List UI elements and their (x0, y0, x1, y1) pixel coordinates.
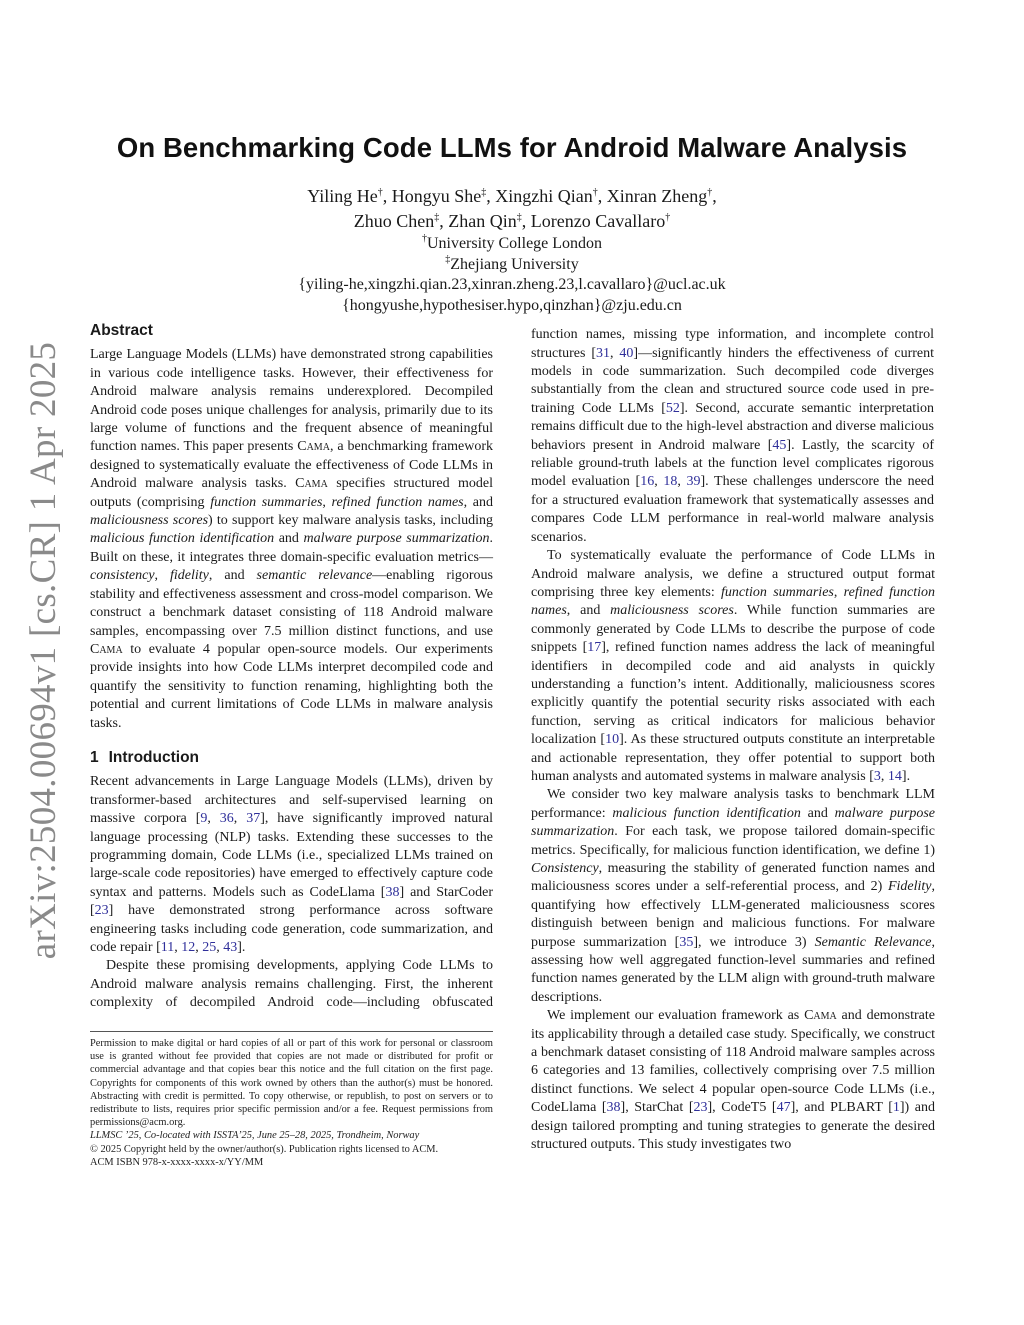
citation-link[interactable]: 36 (219, 811, 234, 827)
abstract-heading: Abstract (90, 322, 153, 339)
intro-paragraph-3: To systematically evaluate the performance of Code LLMs in Android malware analysis, we define a structured output format comprising three key elements: function summaries, refined function names, and maliciousness scores. While function summaries are commonly generated by Code LLMs to describe the purpose of code snippets [17], refined function names address the lack of meaningful identifiers in decompiled code and aid analysts in quickly understanding a function’s intent. Additionally, maliciousness scores explicitly quantify the potential security risks associated with each function, serving as critical indicators for malicious behavior localization [10]. As these structured outputs constitute an interpretable and actionable representation, they offer potential to support both human analysts and automated systems in malware analysis [3, 14]. (531, 548, 935, 784)
citation-link[interactable]: 10 (605, 732, 620, 748)
email-zju: {hongyushe,hypothesiser.hypo,qinzhan}@zju.edu.cn (342, 296, 682, 314)
introduction-heading (90, 749, 493, 767)
author-name: Zhan Qin (448, 211, 517, 231)
author-name: Yiling He (307, 186, 378, 206)
affiliation-ucl: †University College London (421, 233, 603, 252)
citation-link[interactable]: 45 (772, 437, 787, 453)
arxiv-side-stamp (14, 341, 74, 959)
author-line-2: Zhuo Chen‡, Zhan Qin‡, Lorenzo Cavallaro† (353, 211, 671, 231)
citation-link[interactable]: 39 (686, 474, 701, 490)
author-block (0, 184, 1024, 316)
citation-link[interactable]: 35 (679, 934, 694, 950)
citation-link[interactable]: 18 (663, 474, 678, 490)
left-column (90, 322, 493, 1012)
venue-line: LLMSC ’25, Co-located with ISSTA’25, June 25–28, 2025, Trondheim, Norway (90, 1130, 420, 1142)
citation-link[interactable]: 16 (640, 474, 655, 490)
intro-paragraph-1: Recent advancements in Large Language Models (LLMs), driven by transformer-based architectures and self-supervised learning on massive corpora [9, 36, 37], have significantly improved natural language processing (NLP) tasks. Extending these successes to the programming domain, Code LLMs (i.e., specialized LLMs trained on large-scale code repositories) have emerged to effectively capture code syntax and patterns. Models such as CodeLlama [38] and StarCoder [23] have demonstrated strong performance across software engineering tasks including code generation, code summarization, and code repair [11, 12, 25, 43]. (90, 774, 493, 955)
citation-link[interactable]: 3 (873, 768, 881, 784)
citation-link[interactable]: 43 (223, 940, 238, 955)
paper-title: On Benchmarking Code LLMs for Android Malware Analysis (116, 132, 908, 163)
citation-link[interactable]: 31 (596, 345, 610, 361)
author-name: Xinran Zheng (606, 186, 708, 206)
email-ucl: {yiling-he,xingzhi.qian.23,xinran.zheng.23,l.cavallaro}@ucl.ac.uk (298, 276, 726, 293)
author-name: Hongyu She (391, 186, 482, 206)
citation-link[interactable]: 9 (200, 811, 208, 827)
citation-link[interactable]: 11 (160, 940, 175, 955)
author-name: Zhuo Chen (353, 211, 435, 231)
intro-paragraph-2: Despite these promising developments, applying Code LLMs to Android malware analysis remains challenging. First, the inherent complexity of decompiled Android code—including obfuscated (90, 958, 493, 1011)
section-title: Introduction (108, 748, 200, 766)
citation-link[interactable]: 1 (892, 1100, 900, 1116)
citation-link[interactable]: 37 (246, 811, 261, 827)
citation-link[interactable]: 38 (606, 1100, 621, 1116)
arxiv-identifier: arXiv:2504.00694v1 [cs.CR] 1 Apr 2025 (23, 341, 65, 959)
citation-link[interactable]: 25 (202, 940, 217, 955)
citation-link[interactable]: 17 (587, 640, 602, 656)
citation-link[interactable]: 23 (693, 1100, 708, 1116)
affiliation-zju: ‡Zhejiang University (445, 253, 579, 273)
citation-link[interactable]: 47 (776, 1100, 791, 1116)
right-column (531, 326, 935, 1155)
author-line-1: Yiling He†, Hongyu She‡, Xingzhi Qian†, Xinran Zheng†, (307, 186, 717, 206)
abstract-paragraph: Large Language Models (LLMs) have demonstrated strong capabilities in various code intelligence tasks. However, their effectiveness for Android malware analysis remains underexplored. Decompiled Android code poses unique challenges for analysis, primarily due to its large volume of functions and the frequent absence of meaningful function names. This paper presents Cama, a benchmarking framework designed to systematically evaluate the effectiveness of Code LLMs in Android malware analysis tasks. Cama specifies structured model outputs (comprising function summaries, refined function names, and maliciousness scores) to support key malware analysis tasks, including malicious function identification and malware purpose summarization. Built on these, it integrates three domain-specific evaluation metrics—consistency, fidelity, and semantic relevance—enabling rigorous stability and effectiveness assessment and cross-model comparison. We construct a benchmark dataset consisting of 118 Android malware samples, encompassing over 7.5 million distinct functions, and use Cama to evaluate 4 popular open-source models. Our experiments provide insights into how Code LLMs interpret decompiled code and quantify the sensitivity to function renaming, highlighting both the potential and current limitations of Code LLMs in malware analysis tasks. (90, 347, 494, 731)
intro-paragraph-2-continued: function names, missing type information, and incomplete control structures [31, 40]—significantly hinders the effectiveness of current models in code summarization. Such decompiled code diverges substantially from the clean and structured source code used in pre-training Code LLMs [52]. Second, accurate semantic interpretation remains difficult due to the high-level abstraction and diverse malicious behaviors present in Android malware [45]. Lastly, the scarcity of reliable ground-truth labels at the function level complicates rigorous model evaluation [16, 18, 39]. These challenges underscore the need for a structured evaluation framework that systematically assesses and compares Code LLM performance in real-world malware analysis scenarios. (531, 327, 935, 545)
citation-link[interactable]: 38 (385, 884, 400, 900)
acm-footnote (90, 1031, 493, 1169)
copyright-line: © 2025 Copyright held by the owner/author(s). Publication rights licensed to ACM. (90, 1143, 439, 1155)
author-name: Xingzhi Qian (495, 186, 593, 206)
citation-link[interactable]: 40 (619, 345, 634, 361)
citation-link[interactable]: 12 (181, 940, 196, 955)
intro-paragraph-5: We implement our evaluation framework as Cama and demonstrate its applicability through a detailed case study. Specifically, we construct a benchmark dataset consisting of 118 Android malware samples across 6 categories and 13 families, collectively comprising over 7.5 million distinct functions. We select 4 popular open-source Code LLMs (i.e., CodeLlama [38], StarChat [23], CodeT5 [47], and PLBART [1]) and design tailored prompting and tuning strategies to generate the desired structured outputs. This study investigates two (531, 1008, 935, 1153)
isbn-line: ACM ISBN 978-x-xxxx-xxxx-x/YY/MM (90, 1156, 264, 1168)
intro-paragraph-4: We consider two key malware analysis tasks to benchmark LLM performance: malicious function identification and malware purpose summarization. For each task, we propose tailored domain-specific metrics. Specifically, for malicious function identification, we define 1) Consistency, measuring the stability of generated function names and maliciousness scores under a self-referential process, and 2) Fidelity, quantifying how effectively LLM-generated maliciousness scores distinguish between benign and malicious functions. For malware purpose summarization [35], we introduce 3) Semantic Relevance, assessing how well aggregated function-level summaries and refined function names generated by the LLM align with ground-truth malware descriptions. (531, 787, 936, 1005)
citation-link[interactable]: 23 (94, 903, 109, 919)
permission-notice: Permission to make digital or hard copies of all or part of this work for personal or classroom use is granted without fee provided that copies are not made or distributed for profit or commercial advantage and that copies bear this notice and the full citation on the first page. Copyrights for components of this work owned by others than the author(s) must be honored. Abstracting with credit is permitted. To copy otherwise, or republish, to post on servers or to redistribute to lists, requires prior specific permission and/or a fee. Request permissions from permissions@acm.org. (90, 1038, 493, 1129)
citation-link[interactable]: 14 (887, 768, 902, 784)
citation-link[interactable]: 52 (665, 400, 680, 416)
author-name: Lorenzo Cavallaro (530, 211, 666, 231)
section-number: 1 (90, 748, 99, 766)
